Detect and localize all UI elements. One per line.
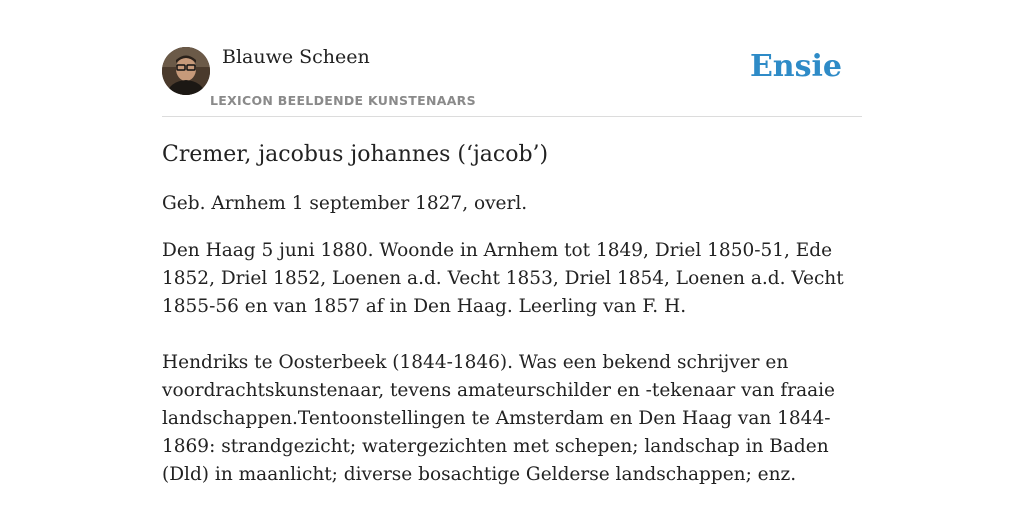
- avatar[interactable]: [162, 47, 210, 95]
- article-paragraph-2: Den Haag 5 juni 1880. Woonde in Arnhem tot 1849, Driel 1850-51, Ede 1852, Driel 1852, Loenen a.d. Vecht 1853, Driel 1854, Loenen a.d. Vecht 1855-56 en van 1857 af in Den Haag. Leerling van F. H.: [162, 240, 844, 317]
- article-paragraph-1: Geb. Arnhem 1 september 1827, overl.: [162, 193, 528, 214]
- author-name[interactable]: Blauwe Scheen: [222, 46, 370, 68]
- site-logo[interactable]: Ensie: [749, 49, 842, 84]
- article-paragraph-3: Hendriks te Oosterbeek (1844-1846). Was een bekend schrijver en voordrachtskunstenaar, tevens amateurschilder en -tekenaar van fraaie landschappen.Tentoonstellingen te Amsterdam en Den Haag van 1844-1869: strandgezicht; watergezichten met schepen; landschap in Baden (Dld) in maanlicht; diverse bosachtige Gelderse landschappen; enz.: [162, 352, 836, 485]
- article-container: [162, 46, 862, 489]
- article-title: Cremer, jacobus johannes (‘jacob’): [162, 142, 549, 167]
- category-label[interactable]: LEXICON BEELDENDE KUNSTENAARS: [210, 93, 476, 108]
- article-header: [162, 46, 862, 117]
